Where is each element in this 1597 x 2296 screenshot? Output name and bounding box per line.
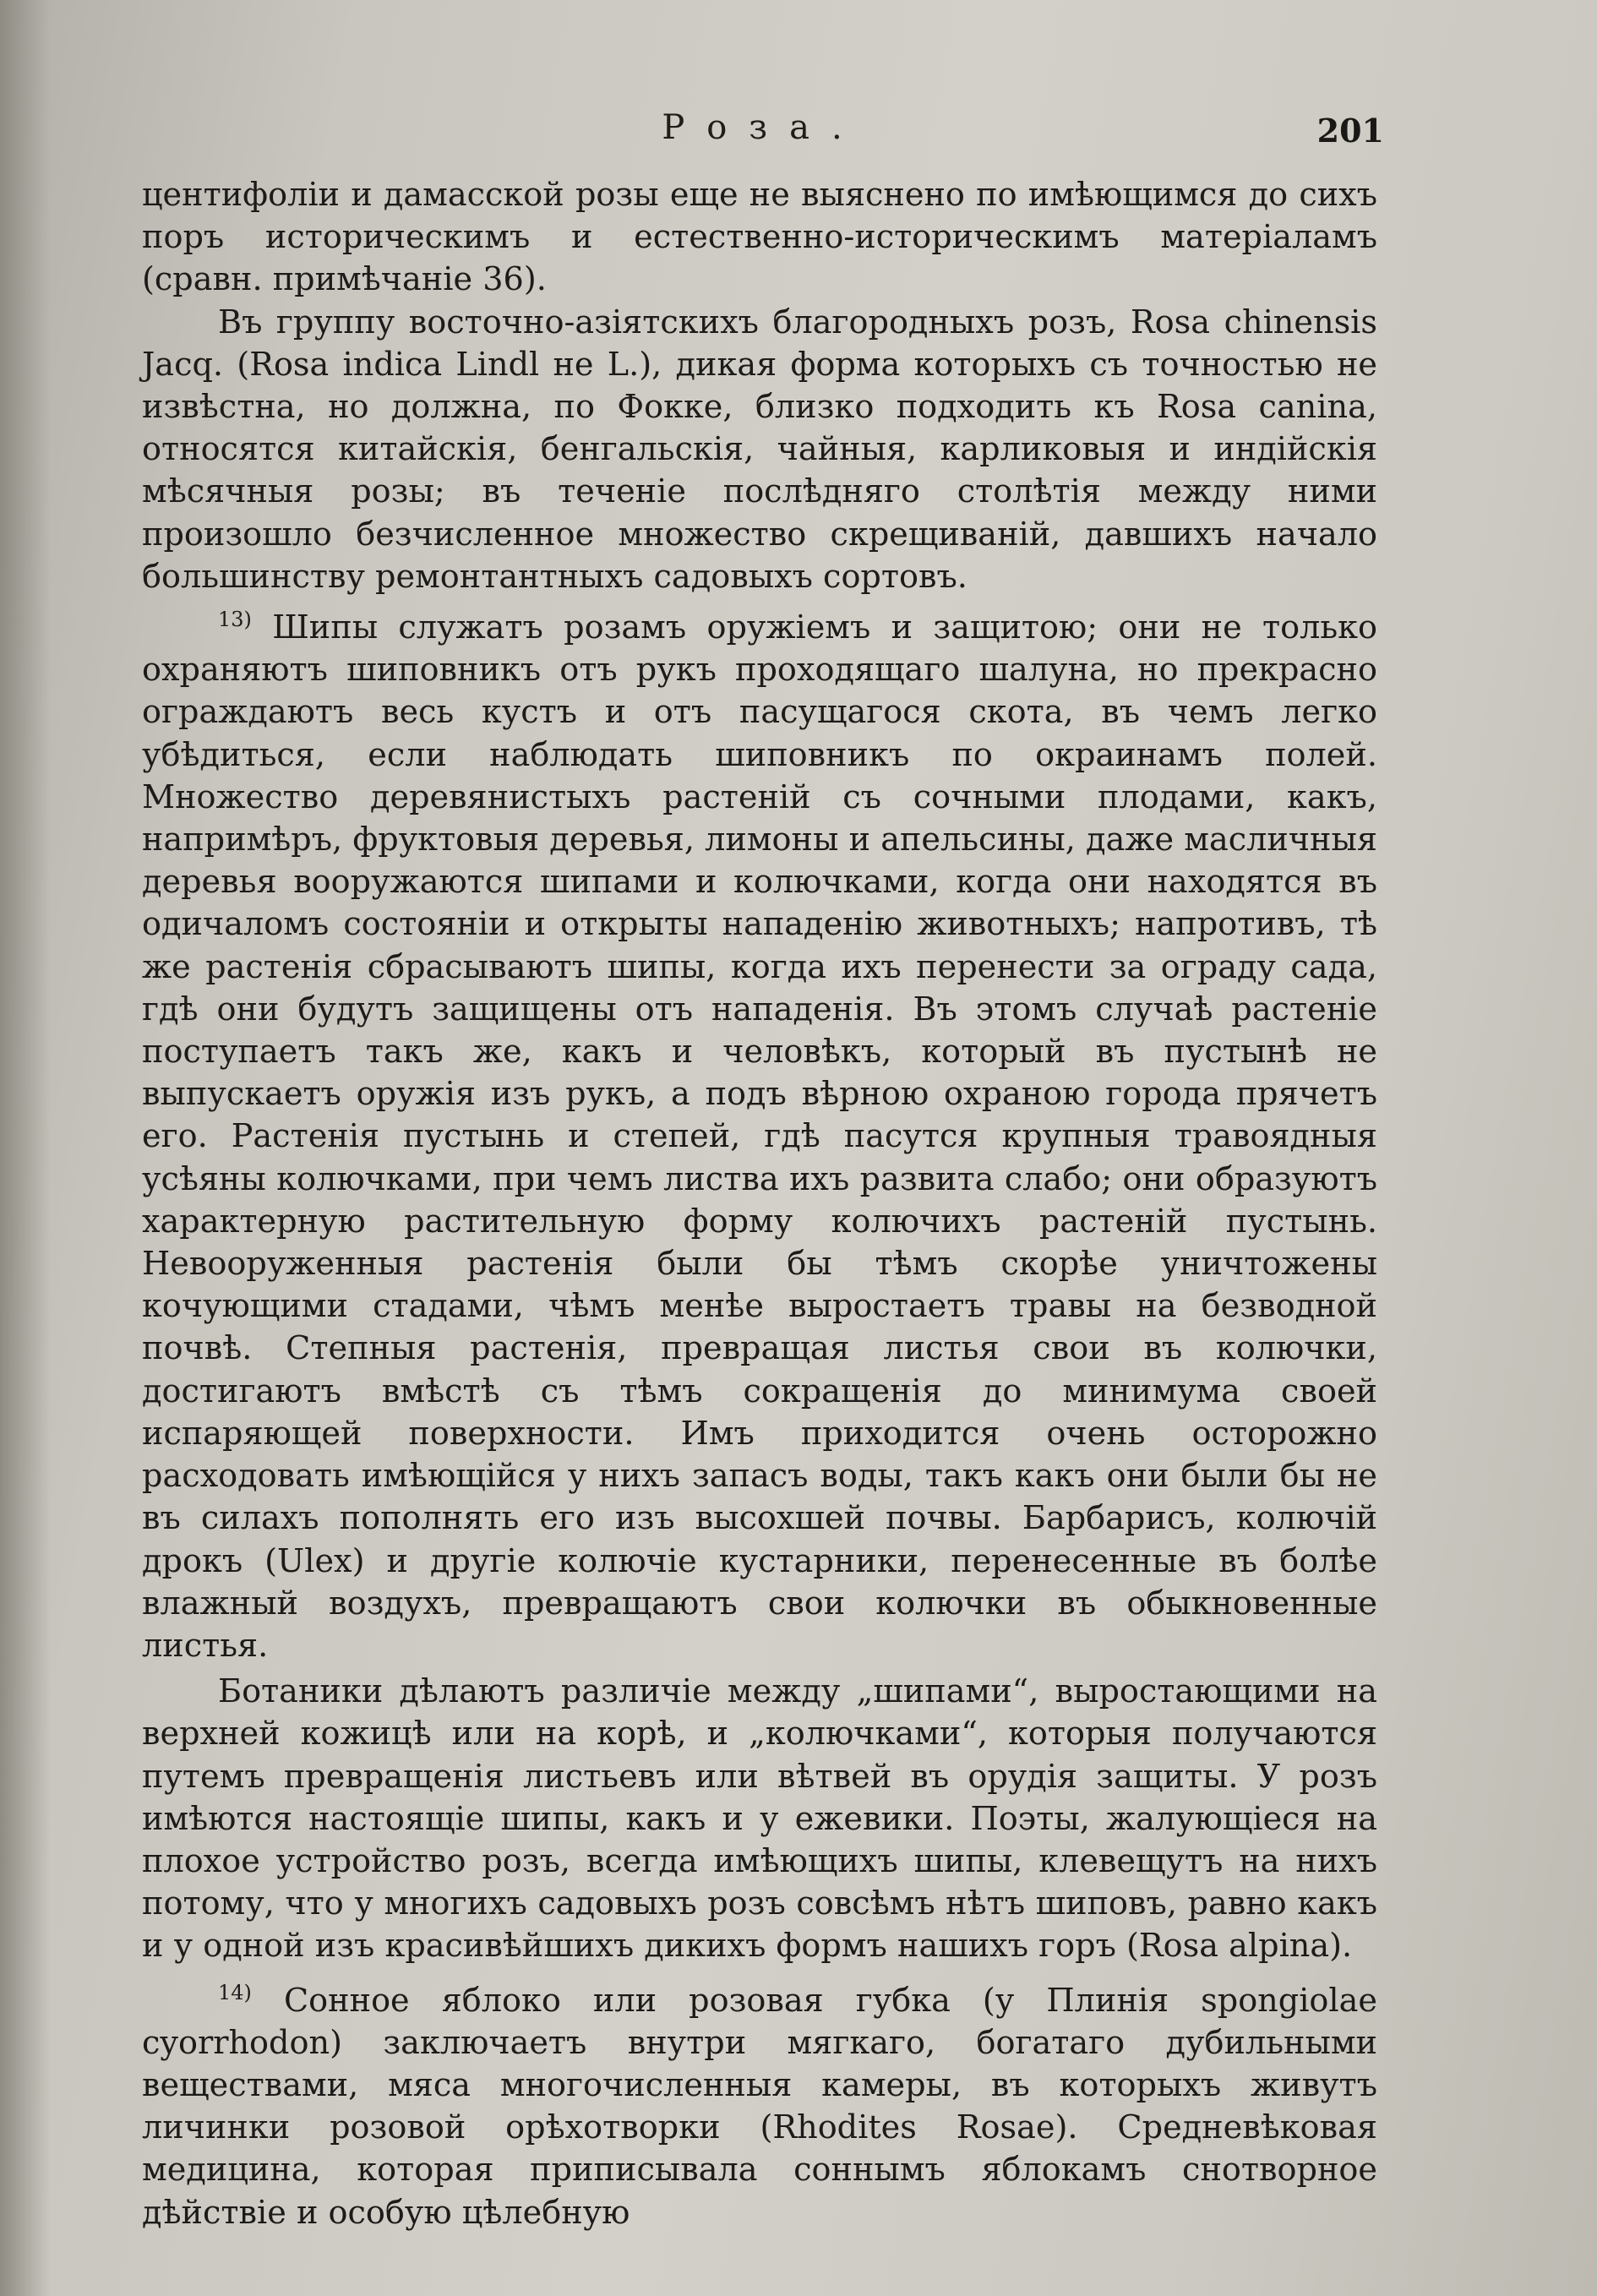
body-text — [142, 174, 1377, 2234]
footnote-13-text: Шипы служатъ розамъ оружіемъ и защитою; они не только охраняютъ шиповникъ отъ рукъ проходящаго шалуна, но прекрасно ограждаютъ весь кустъ и отъ пасущагося скота, въ чемъ легко убѣдиться, если наблюдать шиповникъ по окраинамъ полей. Множество деревянистыхъ растеній съ сочными плодами, какъ, напримѣръ, фруктовыя деревья, лимоны и апельсины, даже масличныя деревья вооружаются шипами и колючками, когда они находятся въ одичаломъ состояніи и открыты нападенію животныхъ; напротивъ, тѣ же растенія сбрасываютъ шипы, когда ихъ перенести за ограду сада, гдѣ они будутъ защищены отъ нападенія. Въ этомъ случаѣ растеніе поступаетъ такъ же, какъ и человѣкъ, который въ пустынѣ не выпускаетъ оружія изъ рукъ, а подъ вѣрною охраною города прячетъ его. Растенія пустынь и степей, гдѣ пасутся крупныя травоядныя усѣяны колючками, при чемъ листва ихъ развита слабо; они образуютъ характерную растительную форму колючихъ растеній пустынь. Невооруженныя растенія были бы тѣмъ скорѣе уничтожены кочующими стадами, чѣмъ менѣе выростаетъ травы на безводной почвѣ. Степныя растенія, превращая листья свои въ колючки, достигаютъ вмѣстѣ съ тѣмъ сокращенія до минимума своей испаряющей поверхности. Имъ приходится очень осторожно расходовать имѣющійся у нихъ запасъ воды, такъ какъ они были бы не въ силахъ пополнять его изъ высохшей почвы. Барбарисъ, колючій дрокъ (Ulex) и другіе колючіе кустарники, перенесенные въ болѣе влажный воздухъ, превращаютъ свои колючки въ обыкновенные листья. — [142, 609, 1378, 1665]
footnote-13 — [142, 598, 1377, 1667]
footnote-14-marker: 14) — [218, 1980, 252, 2004]
footnote-14-text: Сонное яблоко или розовая губка (у Плинія spongiolae cyorrhodon) заключаетъ внутри мягкаго, богатаго дубильными веществами, мяса многочисленныя камеры, въ которыхъ живутъ личинки розовой орѣхотворки (Rhodites Rosae). Средневѣковая медицина, которая приписывала соннымъ яблокамъ снотворное дѣйствіе и особую цѣлебную — [142, 1982, 1378, 2232]
paragraph-oriental-roses: Въ группу восточно-азіятскихъ благородныхъ розъ, Rosa chinensis Jacq. (Rosa indica Lindl не L.), дикая форма которыхъ съ точностью не извѣстна, но должна, по Фокке, близко подходить къ Rosa canina, относятся китайскія, бенгальскія, чайныя, карликовыя и индійскія мѣсячныя розы; въ теченіе послѣдняго столѣтія между ними произошло безчисленное множество скрещиваній, давшихъ начало большинству ремонтантныхъ садовыхъ сортовъ. — [142, 303, 1377, 596]
running-title: Роза. — [662, 108, 864, 147]
page-number: 201 — [1316, 112, 1384, 150]
running-head — [142, 108, 1384, 159]
footnote-13-marker: 13) — [218, 608, 252, 632]
paragraph-botanists: Ботаники дѣлаютъ различіе между „шипами“, выростающими на верхней кожицѣ или на корѣ, и „колючками“, которыя получаются путемъ превращенія листьевъ или вѣтвей въ орудія защиты. У розъ имѣются настоящіе шипы, какъ и у ежевики. Поэты, жалующіеся на плохое устройство розъ, всегда имѣющихъ шипы, клевещутъ на нихъ потому, что у многихъ садовыхъ розъ совсѣмъ нѣтъ шиповъ, равно какъ и у одной изъ красивѣйшихъ дикихъ формъ нашихъ горъ (Rosa alpina). — [142, 1673, 1377, 1966]
paragraph-continuation: центифоліи и дамасской розы еще не выяснено по имѣющимся до сихъ поръ историческимъ и естественно-историческимъ матеріаламъ (сравн. примѣчаніе 36). — [142, 177, 1377, 299]
footnote-14 — [142, 1972, 1377, 2234]
